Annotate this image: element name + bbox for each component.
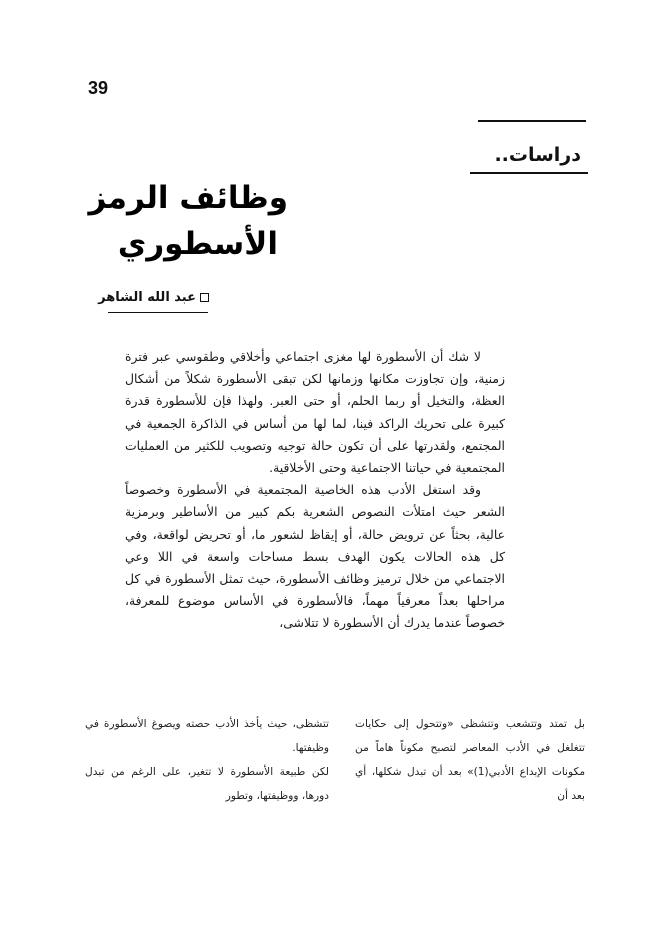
author-name: عبد الله الشاهر [98, 290, 196, 305]
box-bullet-icon [200, 293, 209, 302]
column-right [355, 712, 585, 808]
article-title-line-1: وظائف الرمز [88, 180, 288, 216]
page-number: 39 [88, 78, 109, 98]
body-paragraph-1: لا شك أن الأسطورة لها مغزى اجتماعي وأخلاقي وطقوسي عبر فترة زمنية، وإن تجاوزت مكانها وزمانها لكن تبقى الأسطورة شكلاً من أشكال العظة، والتخيل أو ربما الحلم، أو حتى العبر. ولهذا فإن للأسطورة قدرة كبيرة على تحريك الراكد فينا، لما لها من أساس في الذاكرة الجمعية في المجتمع، ولقدرتها على أن تكون حالة توجيه وتصويب للكثير من العمليات المجتمعية في حياتنا الاجتماعية وحتى الأخلاقية. [125, 349, 505, 476]
author-byline [98, 290, 209, 305]
body-paragraph-2: وقد استغل الأدب هذه الخاصية المجتمعية في الأسطورة وخصوصاً الشعر حيث امتلأت النصوص الشعرية بكم كبير من الأساطير وبرمزية عالية، بحثاً عن ترويض حالة، أو إيقاظ لشعور ما، أو تحريض لواقعة، وفي كل هذه الحالات يكون الهدف بسط مساحات واسعة في اللا وعي الاجتماعي من خلال ترميز وظائف الأسطورة، حيث تمثل الأسطورة في كل مراحلها بعداً معرفياً مهماً، فالأسطورة في الأساس موضوع للمعرفة، خصوصاً عندما يدرك أن الأسطورة لا تتلاشى، [125, 482, 505, 631]
column-left [85, 712, 329, 808]
article-body [125, 346, 505, 635]
section-label: دراسات.. [494, 144, 581, 166]
section-underline [470, 172, 588, 174]
column-left-paragraph-1: تتشظى، حيث يأخذ الأدب حصته ويصوغ الأسطورة في وظيفتها. [85, 718, 329, 754]
column-right-text: بل تمتد وتتشعب وتتشظى «وتتحول إلى حكايات تتغلغل في الأدب المعاصر لتصبح مكوناً هاماً من مكونات الإبداع الأدبي(1)» بعد أن تبدل شكلها، أي بعد أن [355, 718, 585, 802]
column-left-paragraph-2: لكن طبيعة الأسطورة لا تتغير، على الرغم من تبدل دورها، ووظيفتها، وتطور [85, 766, 329, 802]
article-title-line-2: الأسطوري [117, 226, 278, 262]
author-underline [108, 312, 208, 313]
section-top-rule [478, 120, 586, 122]
